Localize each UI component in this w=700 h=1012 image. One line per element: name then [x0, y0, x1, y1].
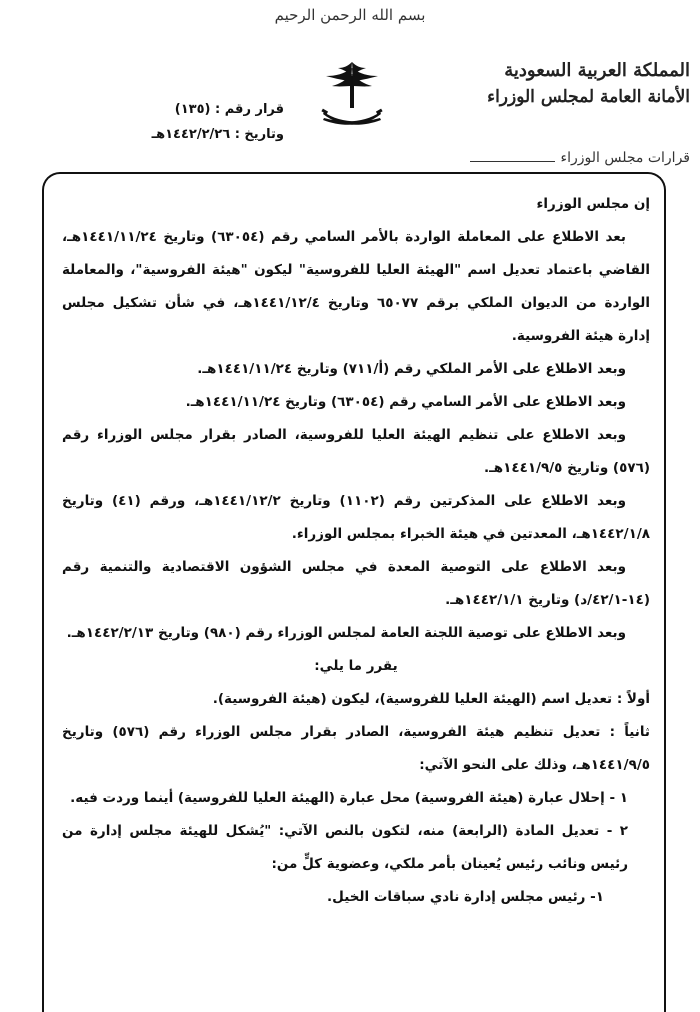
country-name: المملكة العربية السعودية — [504, 60, 690, 81]
preamble-paragraph: وبعد الاطلاع على توصية اللجنة العامة لمجلس الوزراء رقم (٩٨٠) وتاريخ ١٤٤٢/٢/١٣هـ. — [66, 625, 626, 641]
authority-name: الأمانة العامة لمجلس الوزراء — [487, 87, 690, 107]
banner-divider — [470, 161, 555, 162]
preamble-paragraph: وبعد الاطلاع على المذكرتين رقم (١١٠٢) وتاريخ ١٤٤١/١٢/٢هـ، ورقم (٤١) وتاريخ ١٤٤٢/١/٨هـ، المعدتين في هيئة الخبراء بمجلس الوزراء. — [62, 493, 650, 542]
decree-body — [62, 188, 650, 914]
preamble-paragraph: وبعد الاطلاع على الأمر الملكي رقم (أ/٧١١) وتاريخ ١٤٤١/١١/٢٤هـ. — [197, 361, 626, 377]
preamble-paragraph: بعد الاطلاع على المعاملة الواردة بالأمر السامي رقم (٦٣٠٥٤) وتاريخ ١٤٤١/١١/٢٤هـ، القاضي باعتماد تعديل اسم "الهيئة العليا للفروسية" ليكون "هيئة الفروسية"، والمعاملة الواردة من الديوان الملكي برقم ٦٥٠٧٧ وتاريخ ١٤٤١/١٢/٤هـ، في شأن تشكيل مجلس إدارة هيئة الفروسية. — [62, 229, 650, 344]
clause-first: أولاً : تعديل اسم (الهيئة العليا للفروسية)، ليكون (هيئة الفروسية). — [212, 691, 650, 707]
decision-number: قرار رقم : (١٣٥) — [174, 102, 284, 117]
preamble-paragraph: وبعد الاطلاع على تنظيم الهيئة العليا للفروسية، الصادر بقرار مجلس الوزراء رقم (٥٧٦) وتاريخ ١٤٤١/٩/٥هـ. — [62, 427, 650, 476]
decides-heading: يقرر ما يلي: — [314, 658, 398, 674]
masthead — [480, 58, 690, 110]
decree-banner-label: قرارات مجلس الوزراء — [560, 150, 690, 166]
clause-item: ٢ - تعديل المادة (الرابعة) منه، لتكون بالنص الآتي: "يُشكل للهيئة مجلس إدارة من رئيس ونائب رئيس يُعينان بأمر ملكي، وعضوية كلٍّ من: — [62, 823, 628, 872]
preamble-paragraph: وبعد الاطلاع على التوصية المعدة في مجلس الشؤون الاقتصادية والتنمية رقم (١٤-٤٢/١/د) وتاريخ ١٤٤٢/١/١هـ. — [62, 559, 650, 608]
clause-item: ١ - إحلال عبارة (هيئة الفروسية) محل عبارة (الهيئة العليا للفروسية) أينما وردت فيه. — [70, 790, 628, 806]
clause-second: ثانياً : تعديل تنظيم هيئة الفروسية، الصادر بقرار مجلس الوزراء رقم (٥٧٦) وتاريخ ١٤٤١/٩/٥هـ، وذلك على النحو الآتي: — [62, 724, 650, 773]
opening-line: إن مجلس الوزراء — [536, 196, 650, 212]
decree-banner — [470, 143, 690, 173]
saudi-emblem-icon — [318, 58, 386, 134]
decision-meta — [104, 97, 284, 147]
clause-subitem: ١- رئيس مجلس إدارة نادي سباقات الخيل. — [327, 889, 604, 905]
preamble-paragraph: وبعد الاطلاع على الأمر السامي رقم (٦٣٠٥٤) وتاريخ ١٤٤١/١١/٢٤هـ. — [185, 394, 626, 410]
decision-date: وتاريخ : ١٤٤٢/٢/٢٦هـ — [151, 127, 284, 142]
basmala-calligraphy: بسم الله الرحمن الرحيم — [274, 6, 426, 24]
